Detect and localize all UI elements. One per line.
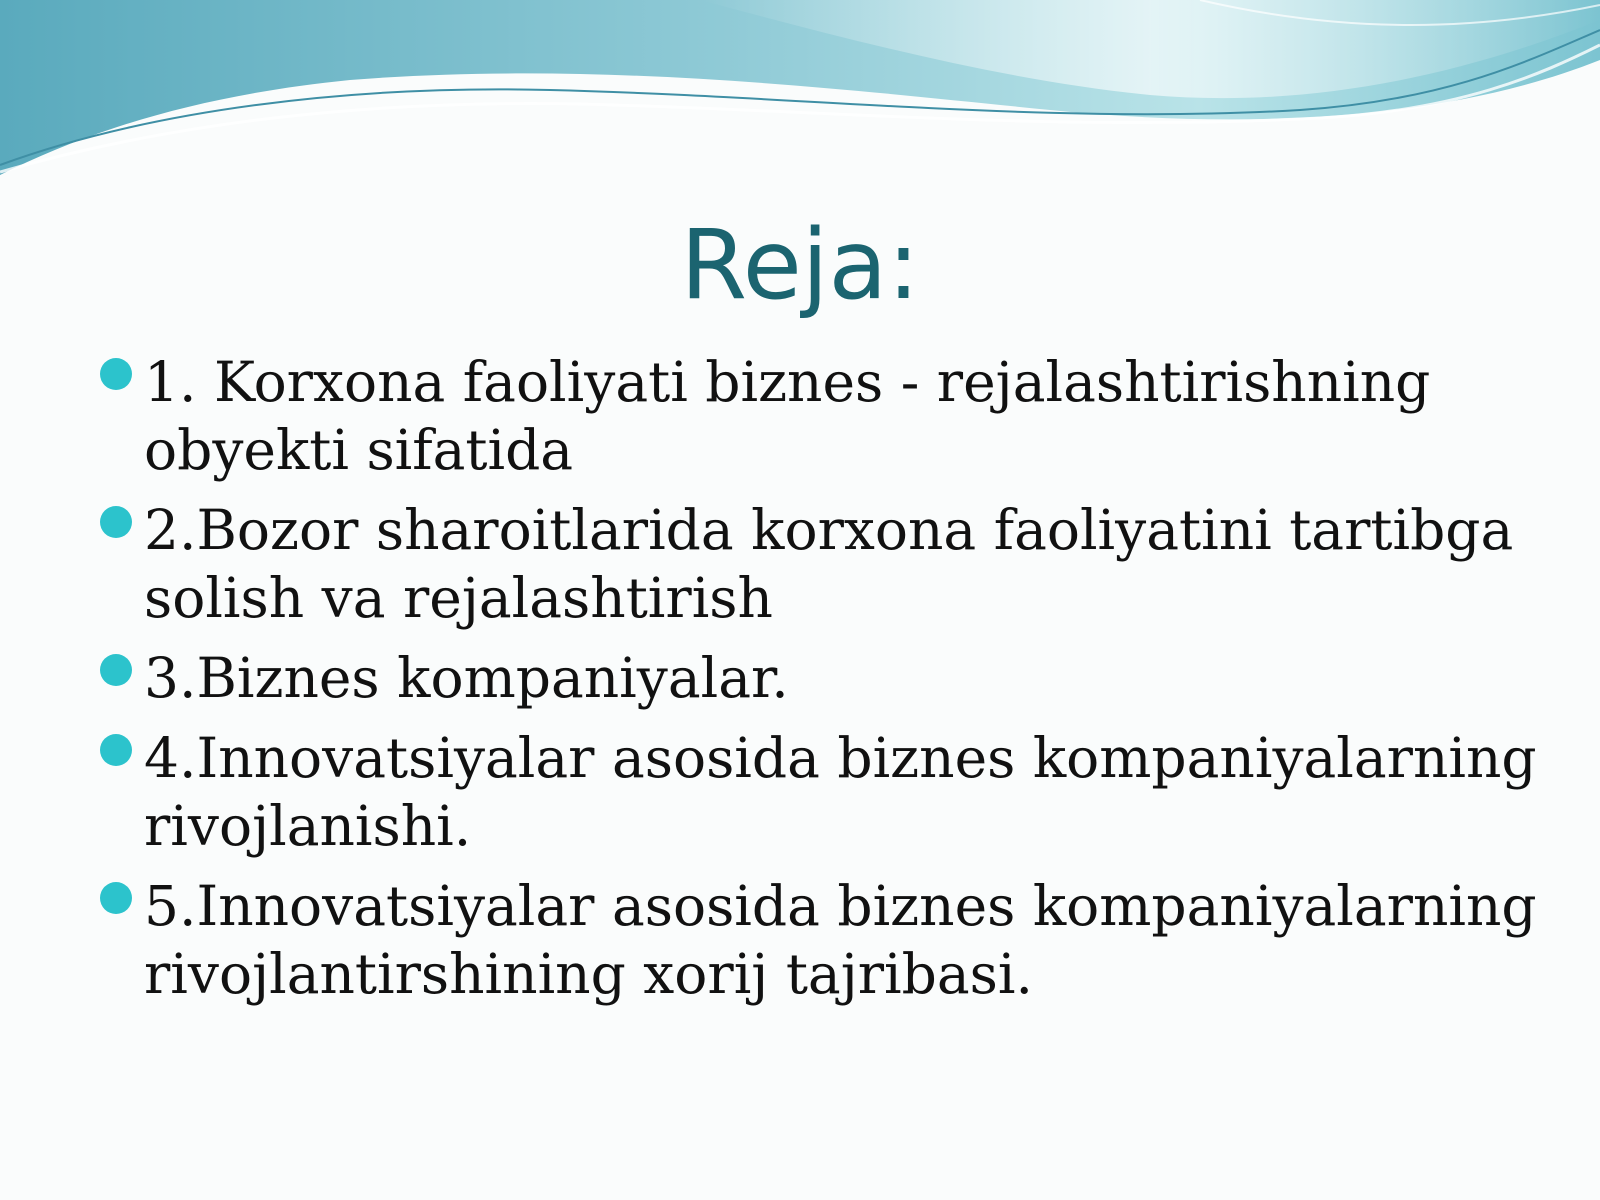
bullet-dot-icon <box>100 882 132 914</box>
header-wave-decoration <box>0 0 1600 200</box>
list-item-text: 3.Biznes kompaniyalar. <box>144 646 789 710</box>
slide-title <box>0 205 1600 325</box>
list-item <box>100 724 1560 860</box>
bullet-dot-icon <box>100 654 132 686</box>
bullet-dot-icon <box>100 506 132 538</box>
list-item-text: 2.Bozor sharoitlarida korxona faoliyatini tartibga solish va rejalashtirish <box>144 498 1514 630</box>
list-item-text: 5.Innovatsiyalar asosida biznes kompaniyalarning rivojlantirshining xorij tajribasi. <box>144 874 1537 1006</box>
agenda-list <box>100 348 1560 1020</box>
list-item-text: 4.Innovatsiyalar asosida biznes kompaniyalarning rivojlanishi. <box>144 726 1537 858</box>
bullet-dot-icon <box>100 358 132 390</box>
list-item-text: 1. Korxona faoliyati biznes - rejalashtirishning obyekti sifatida <box>144 350 1431 482</box>
slide-title-text: Reja: <box>680 209 920 321</box>
bullet-dot-icon <box>100 734 132 766</box>
list-item <box>100 348 1560 484</box>
list-item <box>100 496 1560 632</box>
list-item <box>100 644 1560 712</box>
list-item <box>100 872 1560 1008</box>
